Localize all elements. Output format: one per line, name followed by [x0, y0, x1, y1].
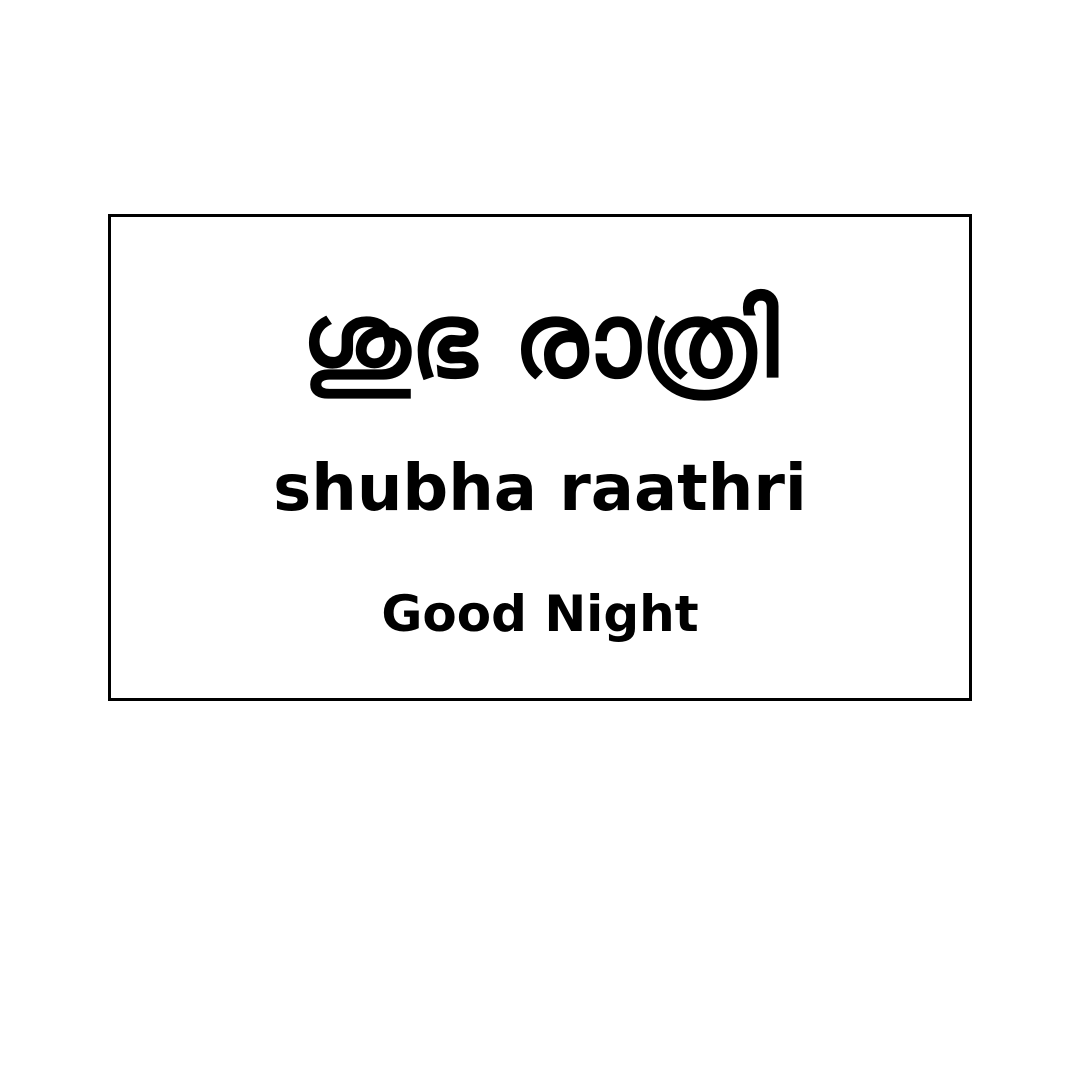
greeting-card: [108, 214, 972, 701]
english-translation: Good Night: [381, 585, 699, 643]
malayalam-greeting: ശുഭ രാത്രി: [301, 279, 779, 401]
transliteration-text: shubha raathri: [273, 452, 807, 526]
